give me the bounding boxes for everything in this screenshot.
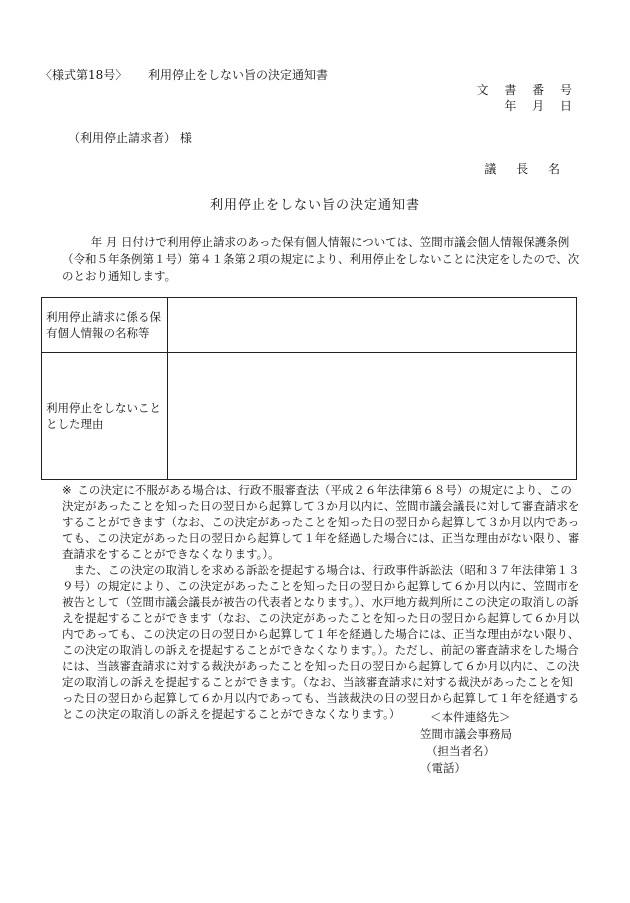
contact-phone: （電話） [420,761,466,775]
contact-office: 笠間市議会事務局 [420,727,512,741]
document-number-label: 文 書 番 号 [476,83,578,97]
document-title: 利用停止をしない旨の決定通知書 [209,198,420,213]
note-appeal-text: この決定に不服がある場合は、行政不服審査法（平成２６年法律第６８号）の規定により、この決定があったことを知った日の翌日から起算して３か月以内に、笠間市議会議長に対して審査請求をすることができます（なお、この決定があったことを知った日の翌日から起算して３か月以内であっても、この決定があった日の翌日から起算して１年を経過した場合には、正当な理由がない限り、審査請求をすることができなくなります。）。 [62,483,580,561]
reason-value [168,353,577,480]
info-name-value [168,298,577,353]
date-line: 年 月 日 [504,99,578,113]
chairperson-name-line: 議 長 名 [484,162,568,176]
form-number-label: 〈様式第18号〉 [40,68,128,82]
note-appeal [62,482,582,562]
intro-paragraph: 年 月 日付けで利用停止請求のあった保有個人情報については、笠間市議会個人情報保護条例（令和５年条例第１号）第４１条第２項の規定により、利用停止をしないことに決定をしたので、次のとおり通知します。 [62,235,580,283]
note-mark: ※ [62,483,72,497]
notes-section [62,482,582,722]
info-name-label: 利用停止請求に係る保有個人情報の名称等 [42,298,168,353]
reason-label: 利用停止をしないこととした理由 [42,353,168,480]
table-row-info-name [42,298,577,353]
contact-block [420,709,512,777]
notice-info-table [41,297,577,480]
contact-heading: ＜本件連絡先＞ [430,710,511,724]
note-lawsuit: また、この決定の取消しを求める訴訟を提起する場合は、行政事件訴訟法（昭和３７年法律第１３９号）の規定により、この決定があったことを知った日の翌日から起算して６か月以内に、笠間市を被告として（笠間市議会議長が被告の代表者となります。）、水戸地方裁判所にこの決定の取消しの訴えを提起することができます（なお、この決定があったことを知った日の翌日から起算して６か月以内であっても、この決定の日の翌日から起算して１年を経過した場合には、正当な理由がない限り、この決定の取消しの訴えを提起することができなくなります。）。ただし、前記の審査請求をした場合には、当該審査請求に対する裁決があったことを知った日の翌日から起算して６か月以内に、この決定の取消しの訴えを提起することができます。（なお、当該審査請求に対する裁決があったことを知った日の翌日から起算して６か月以内であっても、当該裁決の日の翌日から起算して１年を経過するとこの決定の取消しの訴えを提起することができなくなります。） [62,563,580,721]
addressee-line: （利用停止請求者） 様 [68,131,192,145]
table-row-reason [42,353,577,480]
contact-person: （担当者名） [426,744,495,758]
form-header-title: 利用停止をしない旨の決定通知書 [148,68,329,82]
